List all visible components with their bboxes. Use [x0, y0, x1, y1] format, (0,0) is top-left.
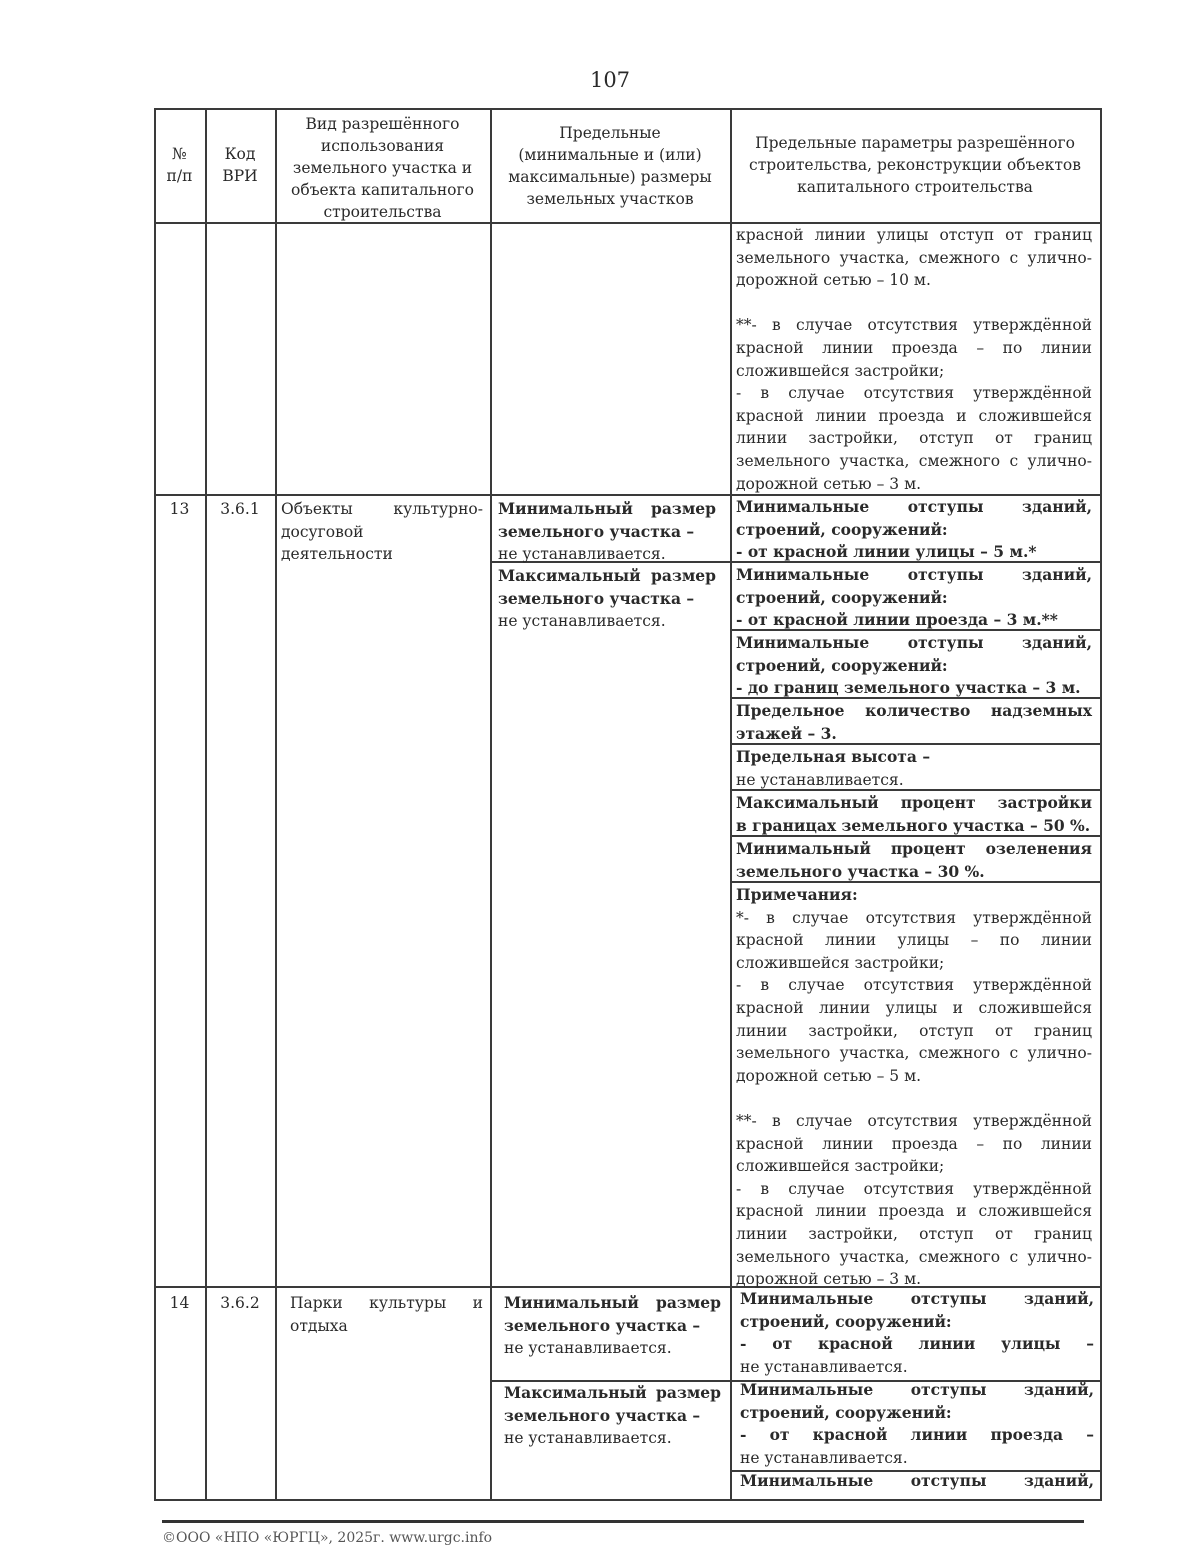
text-line: **- в случае отсутствия утверждённой: [736, 1111, 1092, 1130]
row14-param-street-setback: [740, 1288, 1094, 1378]
row14-code: 3.6.2: [220, 1294, 260, 1312]
text-line: земельного участка –: [498, 521, 695, 541]
text-line: деятельности: [281, 545, 393, 564]
text-line: Максимальный размер: [498, 566, 716, 585]
table-bottom-border: [154, 1499, 1101, 1501]
header-plot-sizes: [490, 122, 730, 210]
row13-max-size: [498, 565, 716, 633]
continuation-cell: [736, 224, 1092, 495]
text-line: земельного участка, смежного с улично-: [736, 1247, 1092, 1266]
row14-use-name: [290, 1292, 483, 1337]
text-line: красной линии улицы – по линии: [736, 931, 1092, 950]
text-line: Парки культуры и: [290, 1294, 483, 1312]
text-line: - от красной линии проезда –: [740, 1425, 1094, 1445]
header-use-type-line: Вид разрешённого: [305, 115, 460, 133]
header-number-line: №: [172, 145, 187, 163]
text-line: земельного участка, смежного с улично-: [736, 248, 1092, 267]
text-line: сложившейся застройки;: [736, 361, 945, 380]
header-plot-sizes-line: (минимальные и (или): [518, 146, 702, 164]
text-line: не устанавливается.: [740, 1357, 908, 1376]
header-plot-sizes-line: земельных участков: [526, 190, 694, 208]
text-line: дорожной сетью – 3 м.: [736, 474, 922, 493]
text-line: этажей – 3.: [736, 723, 837, 743]
text-line: Минимальный размер: [504, 1293, 721, 1312]
text-line: Объекты культурно-: [281, 500, 483, 518]
text-line: земельного участка – 30 %.: [736, 861, 985, 881]
text-line: красной линии проезда – по линии: [736, 338, 1092, 357]
header-plot-sizes-line: максимальные) размеры: [508, 168, 712, 186]
text-line: - до границ земельного участка – 3 м.: [736, 678, 1081, 698]
column-border: [1100, 108, 1102, 1501]
row14-number: 14: [169, 1294, 190, 1312]
header-plot-sizes-line: Предельные: [559, 124, 661, 142]
text-line: - от красной линии проезда – 3 м.**: [736, 610, 1058, 630]
column-border: [730, 108, 732, 1501]
text-line: - от красной линии улицы – 5 м.*: [736, 542, 1037, 562]
text-line: не устанавливается.: [504, 1429, 672, 1448]
text-line: строений, сооружений:: [736, 519, 948, 539]
text-line: Минимальные отступы зданий,: [736, 633, 1092, 652]
row13-number: 13: [169, 500, 190, 518]
row14-param-boundary-setback: [740, 1470, 1094, 1493]
text-line: красной линии улицы отступ от границ: [736, 226, 1092, 244]
text-line: Предельное количество надземных: [736, 701, 1092, 720]
text-line: дорожной сетью – 10 м.: [736, 271, 931, 290]
row13-param-driveway-setback: [736, 564, 1092, 632]
row13-code: 3.6.1: [220, 500, 260, 518]
text-line: *- в случае отсутствия утверждённой: [736, 908, 1092, 927]
regulations-table: [154, 108, 1101, 1501]
text-line: дорожной сетью – 3 м.: [736, 1270, 922, 1289]
row14-param-driveway-setback: [740, 1379, 1094, 1469]
text-line: красной линии проезда и сложившейся: [736, 1202, 1092, 1221]
text-line: линии застройки, отступ от границ: [736, 1224, 1092, 1243]
column-border: [275, 108, 277, 1501]
notes-title: Примечания:: [736, 885, 858, 904]
row13-min-size: [498, 498, 716, 566]
text-line: не устанавливается.: [504, 1339, 672, 1358]
text-line: земельного участка –: [504, 1405, 701, 1425]
text-line: не устанавливается.: [498, 545, 666, 564]
table-top-border: [154, 108, 1101, 110]
text-line: красной линии улицы и сложившейся: [736, 998, 1092, 1017]
text-line: отдыха: [290, 1316, 348, 1335]
text-line: не устанавливается.: [498, 612, 666, 631]
row14-min-size: [504, 1292, 721, 1360]
header-params-line: капитального строительства: [797, 178, 1033, 196]
text-line: Предельная высота –: [736, 747, 931, 766]
text-line: линии застройки, отступ от границ: [736, 1021, 1092, 1040]
spacer: [736, 292, 1092, 315]
text-line: **- в случае отсутствия утверждённой: [736, 316, 1092, 335]
footer-copyright: ©ООО «НПО «ЮРГЦ», 2025г. www.urgc.info: [162, 1530, 493, 1546]
header-params-line: строительства, реконструкции объектов: [749, 156, 1081, 174]
text-line: Минимальные отступы зданий,: [736, 497, 1092, 516]
row13-param-height: [736, 746, 1092, 791]
text-line: строений, сооружений:: [736, 655, 948, 675]
text-line: Минимальные отступы зданий,: [740, 1289, 1094, 1308]
text-line: Минимальные отступы зданий,: [740, 1471, 1094, 1490]
header-number: [154, 143, 205, 187]
column-border: [490, 108, 492, 1501]
header-construction-params: [730, 132, 1100, 198]
header-use-type-line: земельного участка и: [292, 159, 473, 177]
text-line: красной линии проезда – по линии: [736, 1134, 1092, 1153]
text-line: не устанавливается.: [740, 1448, 908, 1467]
page-number: 107: [589, 68, 631, 92]
text-line: - в случае отсутствия утверждённой: [736, 384, 1092, 403]
footer-divider: [162, 1520, 1084, 1523]
text-line: Минимальные отступы зданий,: [740, 1380, 1094, 1399]
text-line: строений, сооружений:: [736, 587, 948, 607]
header-number-line: п/п: [166, 167, 193, 185]
text-line: Минимальный размер: [498, 499, 716, 518]
row13-param-boundary-setback: [736, 632, 1092, 700]
row13-notes: [736, 884, 1092, 1291]
row13-use-name: [281, 498, 483, 566]
text-line: линии застройки, отступ от границ: [736, 429, 1092, 448]
spacer: [736, 1087, 1092, 1110]
text-line: сложившейся застройки;: [736, 953, 945, 972]
text-line: досуговой: [281, 522, 364, 541]
header-use-type-line: объекта капитального: [291, 181, 474, 199]
row13-param-green-percent: [736, 838, 1092, 883]
text-line: дорожной сетью – 5 м.: [736, 1066, 922, 1085]
header-use-type-line: строительства: [323, 203, 442, 221]
text-line: Минимальный процент озеленения: [736, 839, 1092, 858]
text-line: земельного участка –: [498, 588, 695, 608]
header-use-type: [275, 113, 490, 223]
text-line: Максимальный размер: [504, 1383, 721, 1402]
text-line: строений, сооружений:: [740, 1311, 952, 1331]
text-line: земельного участка –: [504, 1315, 701, 1335]
text-line: земельного участка, смежного с улично-: [736, 1044, 1092, 1063]
text-line: Минимальные отступы зданий,: [736, 565, 1092, 584]
header-code-line: Код: [224, 145, 256, 163]
row14-max-size: [504, 1382, 721, 1450]
text-line: в границах земельного участка – 50 %.: [736, 815, 1091, 835]
row13-param-build-percent: [736, 792, 1092, 837]
header-code: [205, 143, 275, 187]
text-line: не устанавливается.: [736, 770, 904, 789]
text-line: - в случае отсутствия утверждённой: [736, 1179, 1092, 1198]
text-line: сложившейся застройки;: [736, 1157, 945, 1176]
header-use-type-line: использования: [320, 137, 445, 155]
text-line: красной линии проезда и сложившейся: [736, 406, 1092, 425]
text-line: - от красной линии улицы –: [740, 1334, 1094, 1354]
text-line: строений, сооружений:: [740, 1402, 952, 1422]
text-line: - в случае отсутствия утверждённой: [736, 976, 1092, 995]
header-code-line: ВРИ: [222, 167, 258, 185]
row13-param-floors: [736, 700, 1092, 745]
row13-param-street-setback: [736, 496, 1092, 564]
text-line: земельного участка, смежного с улично-: [736, 451, 1092, 470]
header-params-line: Предельные параметры разрешённого: [755, 134, 1075, 152]
text-line: Максимальный процент застройки: [736, 793, 1092, 812]
